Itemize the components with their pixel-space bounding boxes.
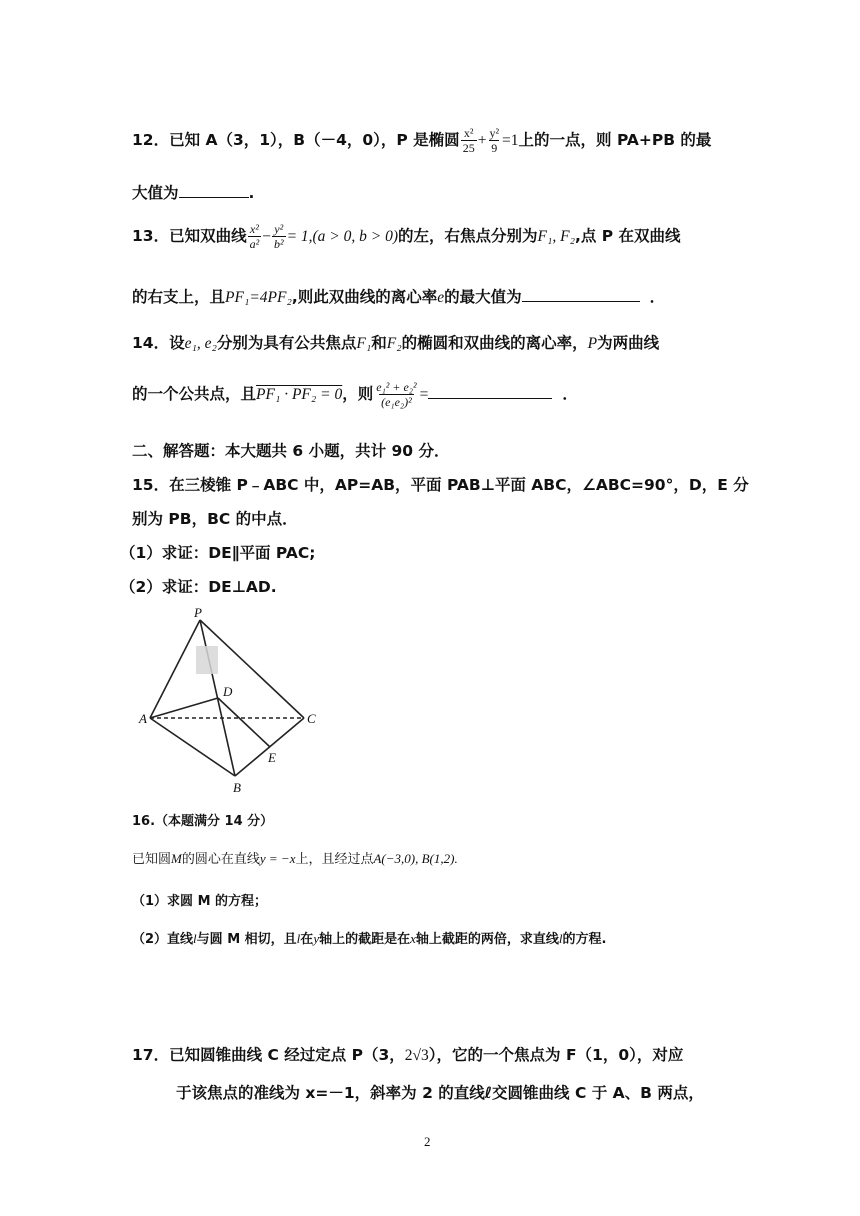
q16-line1: 已知圆M的圆心在直线y = −x上，且经过点A(−3,0), B(1,2). (132, 851, 458, 867)
vector-dot-product: PF₁ · PF₂ = 0 (256, 386, 343, 403)
q17-line1: 17．已知圆锥曲线 C 经过定点 P（3，2√3），它的一个焦点为 F（1，0），对应 (132, 1046, 684, 1064)
label-E: E (268, 750, 276, 765)
edge-PA (150, 620, 200, 718)
label-D: D (223, 684, 233, 699)
q12-line1: 12．已知 A（3，1），B（－4，0），P 是椭圆 $\frac{\text{x²}}{25}$ + $\frac{\text{y²}}{9}$ =1上的一点，则 PA+PB 的最 (132, 126, 712, 155)
section-heading: 二、解答题：本大题共 6 小题，共计 90 分． (132, 442, 450, 460)
image-blur (196, 646, 218, 674)
answer-blank[interactable] (522, 287, 640, 302)
answer-blank[interactable] (428, 384, 552, 399)
foci-label: F₁, F₂ (537, 228, 575, 245)
q13-line1: 13．已知双曲线 $\frac{\text{x²}}{\text{a²}}$ − $\frac{\text{y²}}{\text{b²}}$ = 1,(a > 0, b > 0)的左，右焦点分别为F₁, F₂,点 P 在双曲线 (132, 222, 681, 251)
page-number: 2 (424, 1134, 431, 1149)
ellipse-fraction-x: $\frac{\text{x²}}{25}$ (462, 126, 475, 155)
q15-line2: 别为 PB，BC 的中点． (132, 510, 298, 528)
segment-DE (218, 698, 270, 747)
tetrahedron-figure (138, 606, 338, 806)
segment-AD (150, 698, 218, 718)
q12-line2: 大值为 . (132, 184, 255, 202)
ellipse-fraction-y: $\frac{\text{y²}}{9}$ (489, 126, 500, 155)
q15-sub1: （1）求证：DE∥平面 PAC; (120, 544, 316, 562)
q15-line1: 15．在三棱锥 P﹣ABC 中，AP=AB，平面 PAB⊥平面 ABC，∠ABC=90°，D，E 分 (132, 476, 749, 494)
q14-line1: 14．设e₁, e₂分别为具有公共焦点F₁和F₂的椭圆和双曲线的离心率，P为两曲线 (132, 334, 660, 352)
edge-AB (150, 718, 235, 776)
label-B: B (233, 780, 241, 795)
hyperbola-fraction-y: $\frac{\text{y²}}{\text{b²}}$ (273, 222, 284, 251)
label-A: A (139, 711, 147, 726)
q12-number: 12． (132, 131, 170, 149)
eccentricity-fraction: $\frac{\text{e₁² + e₂²}}{\text{(e₁e₂)²}}$ (376, 380, 417, 409)
q14-line2: 的一个公共点，且PF₁ · PF₂ = 0，则 $\frac{\text{e₁² + e₂²}}{\text{(e₁e₂)²}}$ = ． (132, 380, 578, 409)
q13-line2: 的右支上，且PF₁=4PF₂,则此双曲线的离心率e的最大值为 ． (132, 288, 666, 306)
hyperbola-fraction-x: $\frac{\text{x²}}{\text{a²}}$ (249, 222, 260, 251)
q17-line2: 于该焦点的准线为 x=－1，斜率为 2 的直线ℓ交圆锥曲线 C 于 A、B 两点， (176, 1084, 704, 1102)
hyperbola-condition: = 1,(a > 0, b > 0) (286, 228, 399, 245)
q12-text-a: 已知 A（3，1），B（－4，0），P 是椭圆 (169, 131, 460, 149)
answer-blank[interactable] (179, 183, 249, 198)
q15-sub2: （2）求证：DE⊥AD. (120, 578, 277, 596)
q16-title: 16.（本题满分 14 分） (132, 814, 274, 829)
q16-sub1: （1）求圆 M 的方程； (132, 894, 268, 909)
label-C: C (307, 711, 316, 726)
q12-text-b: 上的一点，则 PA+PB 的最 (518, 131, 712, 149)
q16-sub2: （2）直线l与圆 M 相切，且l在y轴上的截距是在x轴上截距的两倍，求直线l的方程. (132, 931, 607, 947)
label-P: P (194, 606, 202, 620)
